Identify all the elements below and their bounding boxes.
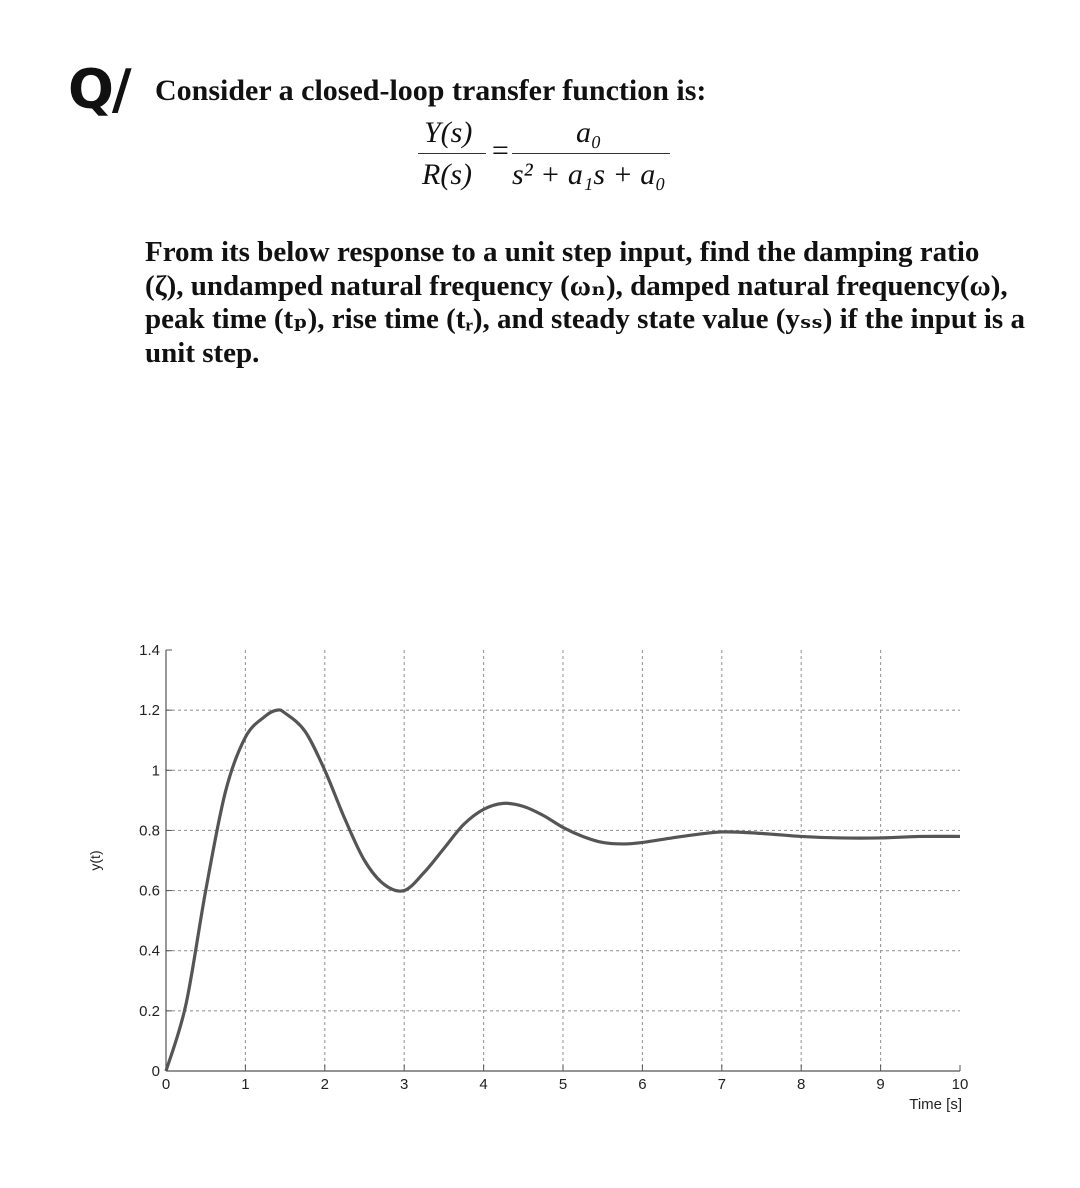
x-axis-label: Time [s] (909, 1096, 962, 1113)
problem-statement (145, 236, 1045, 370)
y-tick-label: 0.2 (139, 1002, 160, 1020)
tf-lhs-denominator: R(s) (422, 158, 472, 191)
x-tick-label: 10 (951, 1076, 969, 1093)
problem-line: From its below response to a unit step input, find the damping ratio (145, 236, 980, 268)
x-tick-label: 1 (241, 1076, 250, 1093)
y-tick-label: 0 (151, 1063, 160, 1080)
tf-rhs-denominator: s² + a₁s + a₀ (512, 158, 666, 191)
y-tick-label: 0.4 (139, 942, 160, 960)
x-tick-label: 5 (558, 1076, 568, 1093)
transfer-function (400, 116, 680, 206)
x-tick-label: 6 (638, 1076, 647, 1093)
y-tick-label: 1.2 (139, 702, 160, 720)
tf-lhs-numerator: Y(s) (424, 116, 473, 149)
problem-line: peak time (tₚ), rise time (tᵣ), and steady state value (yₛₛ) if the input is a (145, 303, 1025, 335)
x-tick-label: 4 (479, 1076, 488, 1093)
x-tick-label: 7 (717, 1076, 726, 1093)
tf-equals: = (490, 134, 511, 167)
question-marker: Q/ (68, 58, 130, 121)
tf-lhs-fraction-bar (418, 153, 486, 154)
tf-rhs-fraction-bar (512, 153, 670, 154)
y-tick-label: 1.4 (139, 642, 160, 659)
y-axis-label: y(t) (87, 850, 103, 871)
x-tick-label: 0 (161, 1076, 171, 1093)
x-tick-label: 3 (400, 1076, 409, 1093)
x-tick-label: 8 (797, 1076, 806, 1093)
problem-line: (ζ), undamped natural frequency (ωₙ), damped natural frequency(ω), (145, 269, 1008, 302)
problem-line: unit step. (145, 336, 260, 369)
y-tick-label: 0.8 (139, 822, 160, 840)
x-tick-label: 2 (320, 1076, 329, 1093)
x-tick-label: 9 (876, 1076, 885, 1093)
y-tick-label: 0.6 (139, 882, 160, 900)
tf-rhs-numerator: a₀ (576, 116, 602, 149)
y-tick-label: 1 (151, 762, 160, 780)
question-intro: Consider a closed-loop transfer function is: (155, 74, 707, 107)
step-response-chart (80, 635, 1000, 1145)
